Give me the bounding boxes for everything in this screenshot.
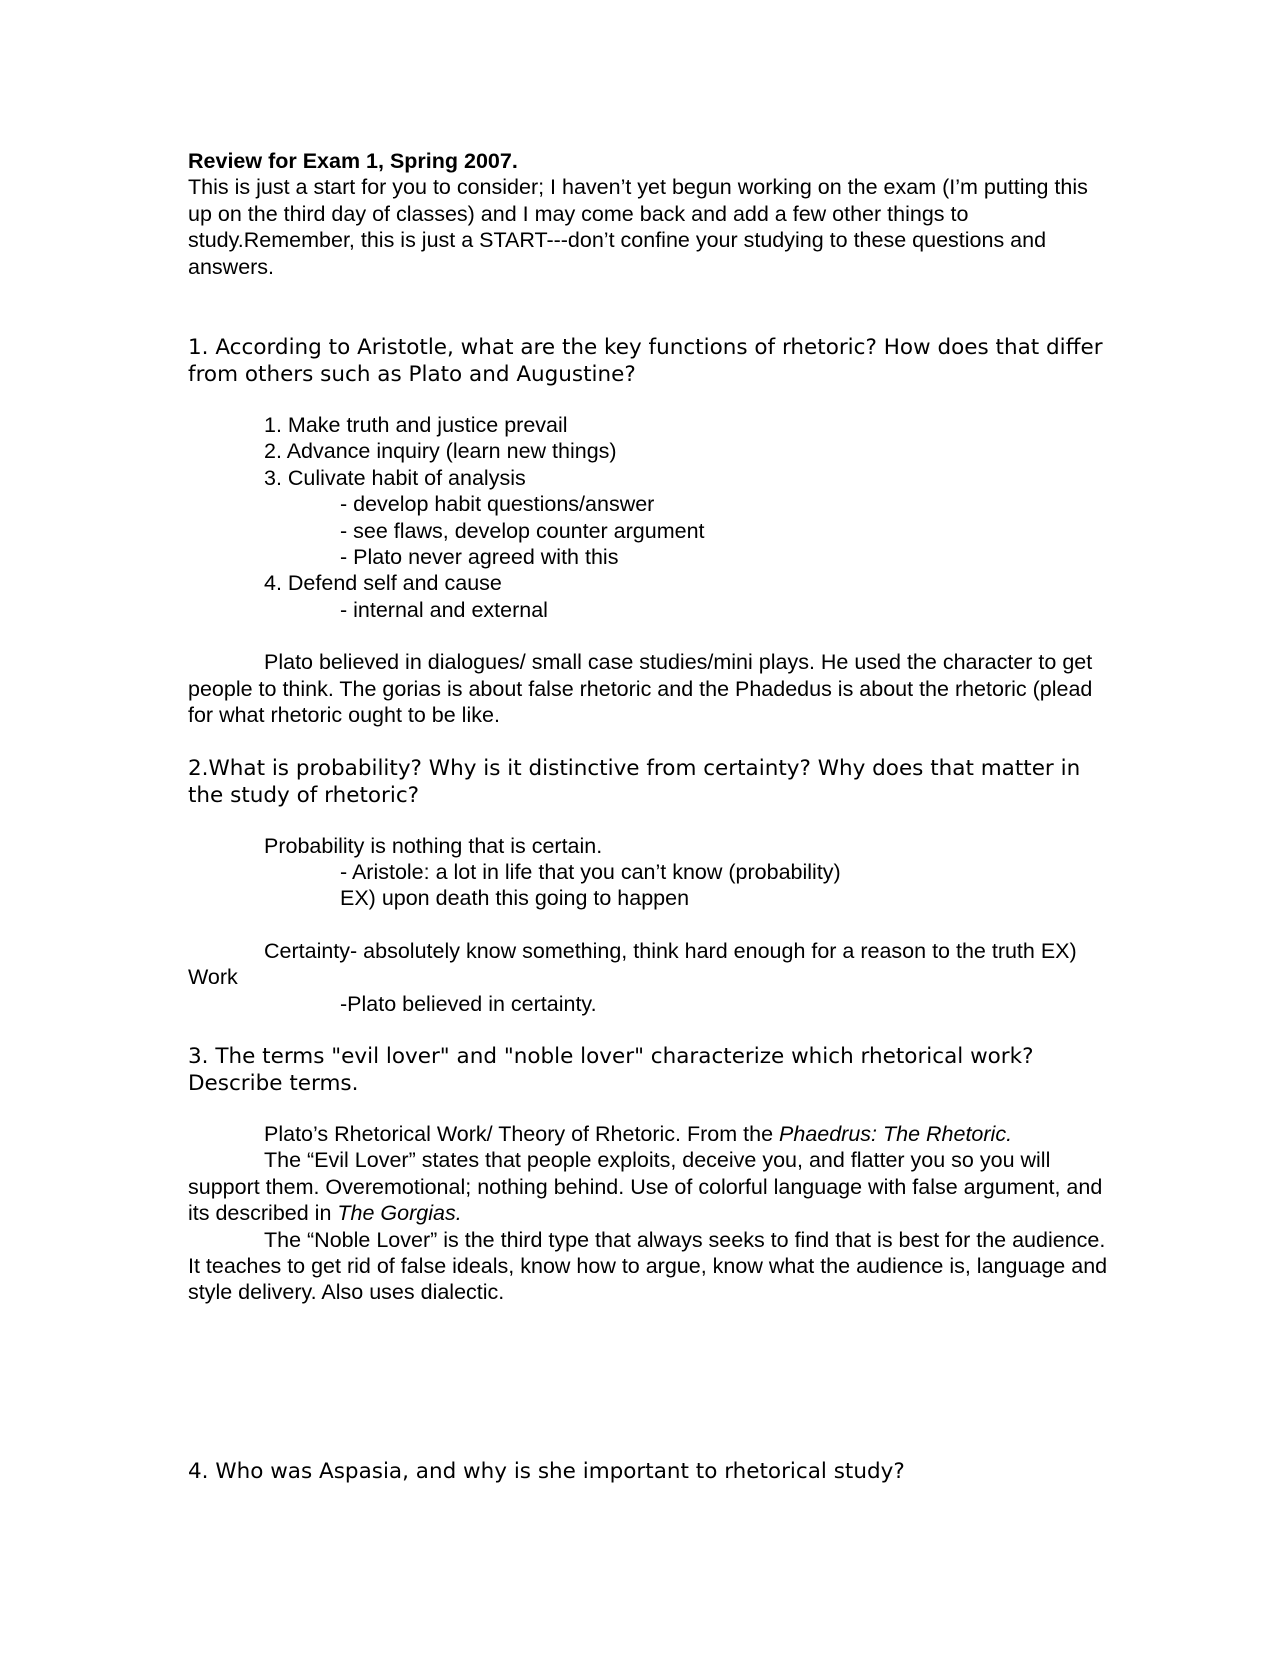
list-item: 1. Make truth and justice prevail: [264, 413, 568, 438]
probability-definition: Probability is nothing that is certain.: [264, 833, 603, 858]
evil-lover-text: The “Evil Lover” states that people exploits, deceive you, and flatter you so you will support them. Overemotional; nothing behind. Use of colorful language with false argument, and its described in: [188, 1148, 1103, 1226]
q3-answer-intro: [188, 1121, 1108, 1147]
list-item: 2. Advance inquiry (learn new things): [264, 439, 617, 464]
certainty-definition: Certainty- absolutely know something, think hard enough for a reason to the truth EX) Work: [188, 938, 1077, 990]
spacer: [188, 1306, 1108, 1458]
question-1: 1. According to Aristotle, what are the key functions of rhetoric? How does that differ from others such as Plato and Augustine?: [188, 335, 1103, 388]
list-item: 3. Culivate habit of analysis: [264, 465, 526, 490]
question-2: 2.What is probability? Why is it distinctive from certainty? Why does that matter in the study of rhetoric?: [188, 755, 1081, 808]
spacer: [188, 1017, 1108, 1043]
sub-list-item: -Plato believed in certainty.: [340, 991, 597, 1016]
sub-list-item: - internal and external: [340, 597, 548, 622]
q3-answer-intro-text: Plato’s Rhetorical Work/ Theory of Rhetoric. From the: [264, 1121, 780, 1146]
evil-lover-paragraph: [188, 1147, 1108, 1226]
q3-work-title: Phaedrus: The Rhetoric.: [779, 1121, 1013, 1146]
spacer: [188, 729, 1108, 755]
document-page: [188, 148, 1108, 1485]
sub-list-item: - develop habit questions/answer: [340, 492, 655, 517]
gorgias-title: The Gorgias.: [337, 1201, 462, 1226]
list-item: 4. Defend self and cause: [264, 571, 502, 596]
spacer: [188, 1097, 1108, 1121]
question-4: 4. Who was Aspasia, and why is she important to rhetorical study?: [188, 1458, 905, 1484]
question-3: 3. The terms "evil lover" and "noble lover" characterize which rhetorical work? Describe terms.: [188, 1043, 1034, 1096]
sub-list-item: - Plato never agreed with this: [340, 545, 619, 570]
sub-list-item: - see flaws, develop counter argument: [340, 518, 705, 543]
intro-paragraph: This is just a start for you to consider; I haven’t yet begun working on the exam (I’m putting this up on the third day of classes) and I may come back and add a few other things to study.Remember, this is just a START---don’t confine your studying to these questions and answers.: [188, 175, 1088, 279]
document-title: Review for Exam 1, Spring 2007.: [188, 149, 518, 173]
spacer: [188, 912, 1108, 938]
sub-list-item: - Aristole: a lot in life that you can’t know (probability): [340, 859, 841, 884]
spacer: [188, 388, 1108, 412]
spacer: [188, 809, 1108, 833]
spacer: [188, 280, 1108, 334]
q2-probability-block: [188, 833, 1108, 912]
q1-function-list: [188, 412, 1108, 623]
spacer: [188, 623, 1108, 649]
noble-lover-paragraph: The “Noble Lover” is the third type that always seeks to find that is best for the audience. It teaches to get rid of false ideals, know how to argue, know what the audience is, language and style delivery. Also uses dialectic.: [188, 1227, 1108, 1305]
sub-list-item: EX) upon death this going to happen: [340, 886, 690, 911]
q1-answer-paragraph: Plato believed in dialogues/ small case studies/mini plays. He used the character to get people to think. The gorias is about false rhetoric and the Phadedus is about the rhetoric (plead for what rhetoric ought to be like.: [188, 650, 1093, 728]
